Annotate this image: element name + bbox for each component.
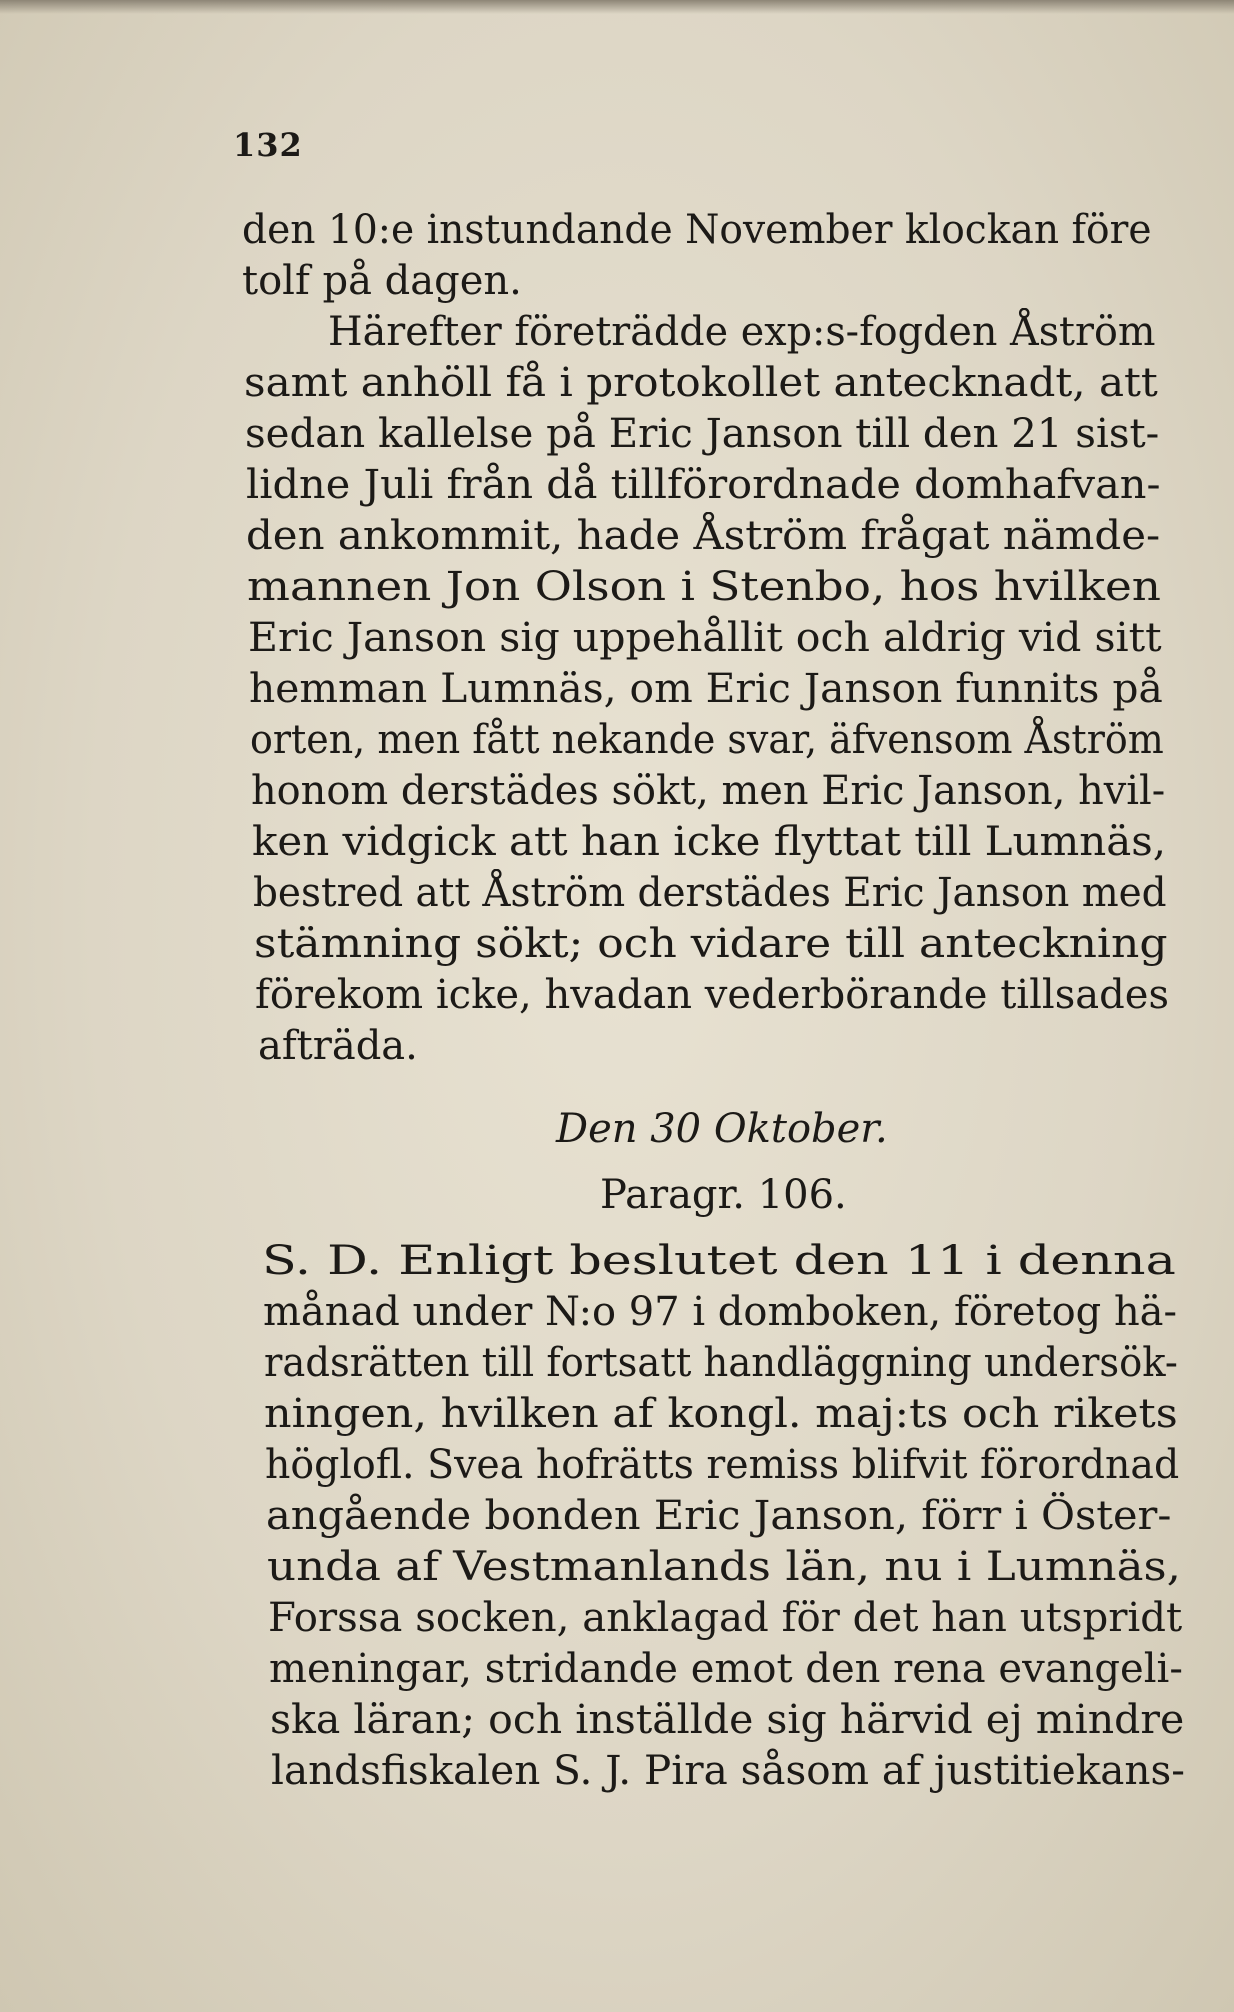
text-line: S. D. Enligt beslutet den 11 i denna	[262, 1238, 1176, 1284]
text-line: ska läran; och inställde sig härvid ej mindre	[270, 1697, 1185, 1743]
text-line: den ankommit, hade Åström frågat nämde-	[246, 513, 1161, 559]
text-line: unda af Vestmanlands län, nu i Lumnäs,	[267, 1544, 1182, 1590]
page-top-edge	[0, 0, 1234, 14]
text-line: landsfiskalen S. J. Pira såsom af justitiekans-	[271, 1748, 1185, 1794]
text-line: hemman Lumnäs, om Eric Janson funnits på	[249, 666, 1163, 712]
text-line: ken vidgick att han icke flyttat till Lumnäs,	[252, 819, 1167, 865]
text-line: tolf på dagen.	[242, 258, 522, 304]
text-line: samt anhöll få i protokollet antecknadt, att	[244, 360, 1158, 406]
page-number: 132	[233, 126, 303, 164]
text-line: Eric Janson sig uppehållit och aldrig vid sitt	[248, 615, 1162, 661]
text-line: mannen Jon Olson i Stenbo, hos hvilken	[247, 564, 1161, 610]
text-line: Härefter företrädde exp:s-fogden Åström	[328, 309, 1156, 355]
text-line: orten, men fått nekande svar, äfvensom Åström	[250, 717, 1164, 763]
text-line: radsrätten till fortsatt handläggning undersök-	[264, 1340, 1178, 1386]
text-line: den 10:e instundande November klockan före	[242, 207, 1152, 253]
text-line: förekom icke, hvadan vederbörande tillsades	[255, 972, 1170, 1018]
text-line: bestred att Åström derstädes Eric Janson med	[253, 870, 1167, 916]
text-line: höglofl. Svea hofrätts remiss blifvit förordnad	[265, 1442, 1180, 1488]
text-line: honom derstädes sökt, men Eric Janson, hvil-	[251, 768, 1166, 814]
text-line: meningar, stridande emot den rena evangeli-	[269, 1646, 1183, 1692]
text-line: afträda.	[258, 1023, 418, 1069]
text-line: Forssa socken, anklagad för det han utspridt	[268, 1595, 1183, 1641]
text-line: ningen, hvilken af kongl. maj:ts och rikets	[264, 1391, 1178, 1437]
text-line: stämning sökt; och vidare till anteckning	[254, 921, 1168, 967]
text-line: angående bonden Eric Janson, förr i Öster-	[266, 1493, 1172, 1539]
paragraph-heading: Paragr. 106.	[600, 1172, 847, 1218]
date-heading: Den 30 Oktober.	[556, 1106, 888, 1152]
text-line: månad under N:o 97 i domboken, företog hä-	[263, 1289, 1177, 1335]
text-line: lidne Juli från då tillförordnade domhafvan-	[246, 462, 1161, 508]
text-line: sedan kallelse på Eric Janson till den 21 sist-	[245, 411, 1160, 457]
